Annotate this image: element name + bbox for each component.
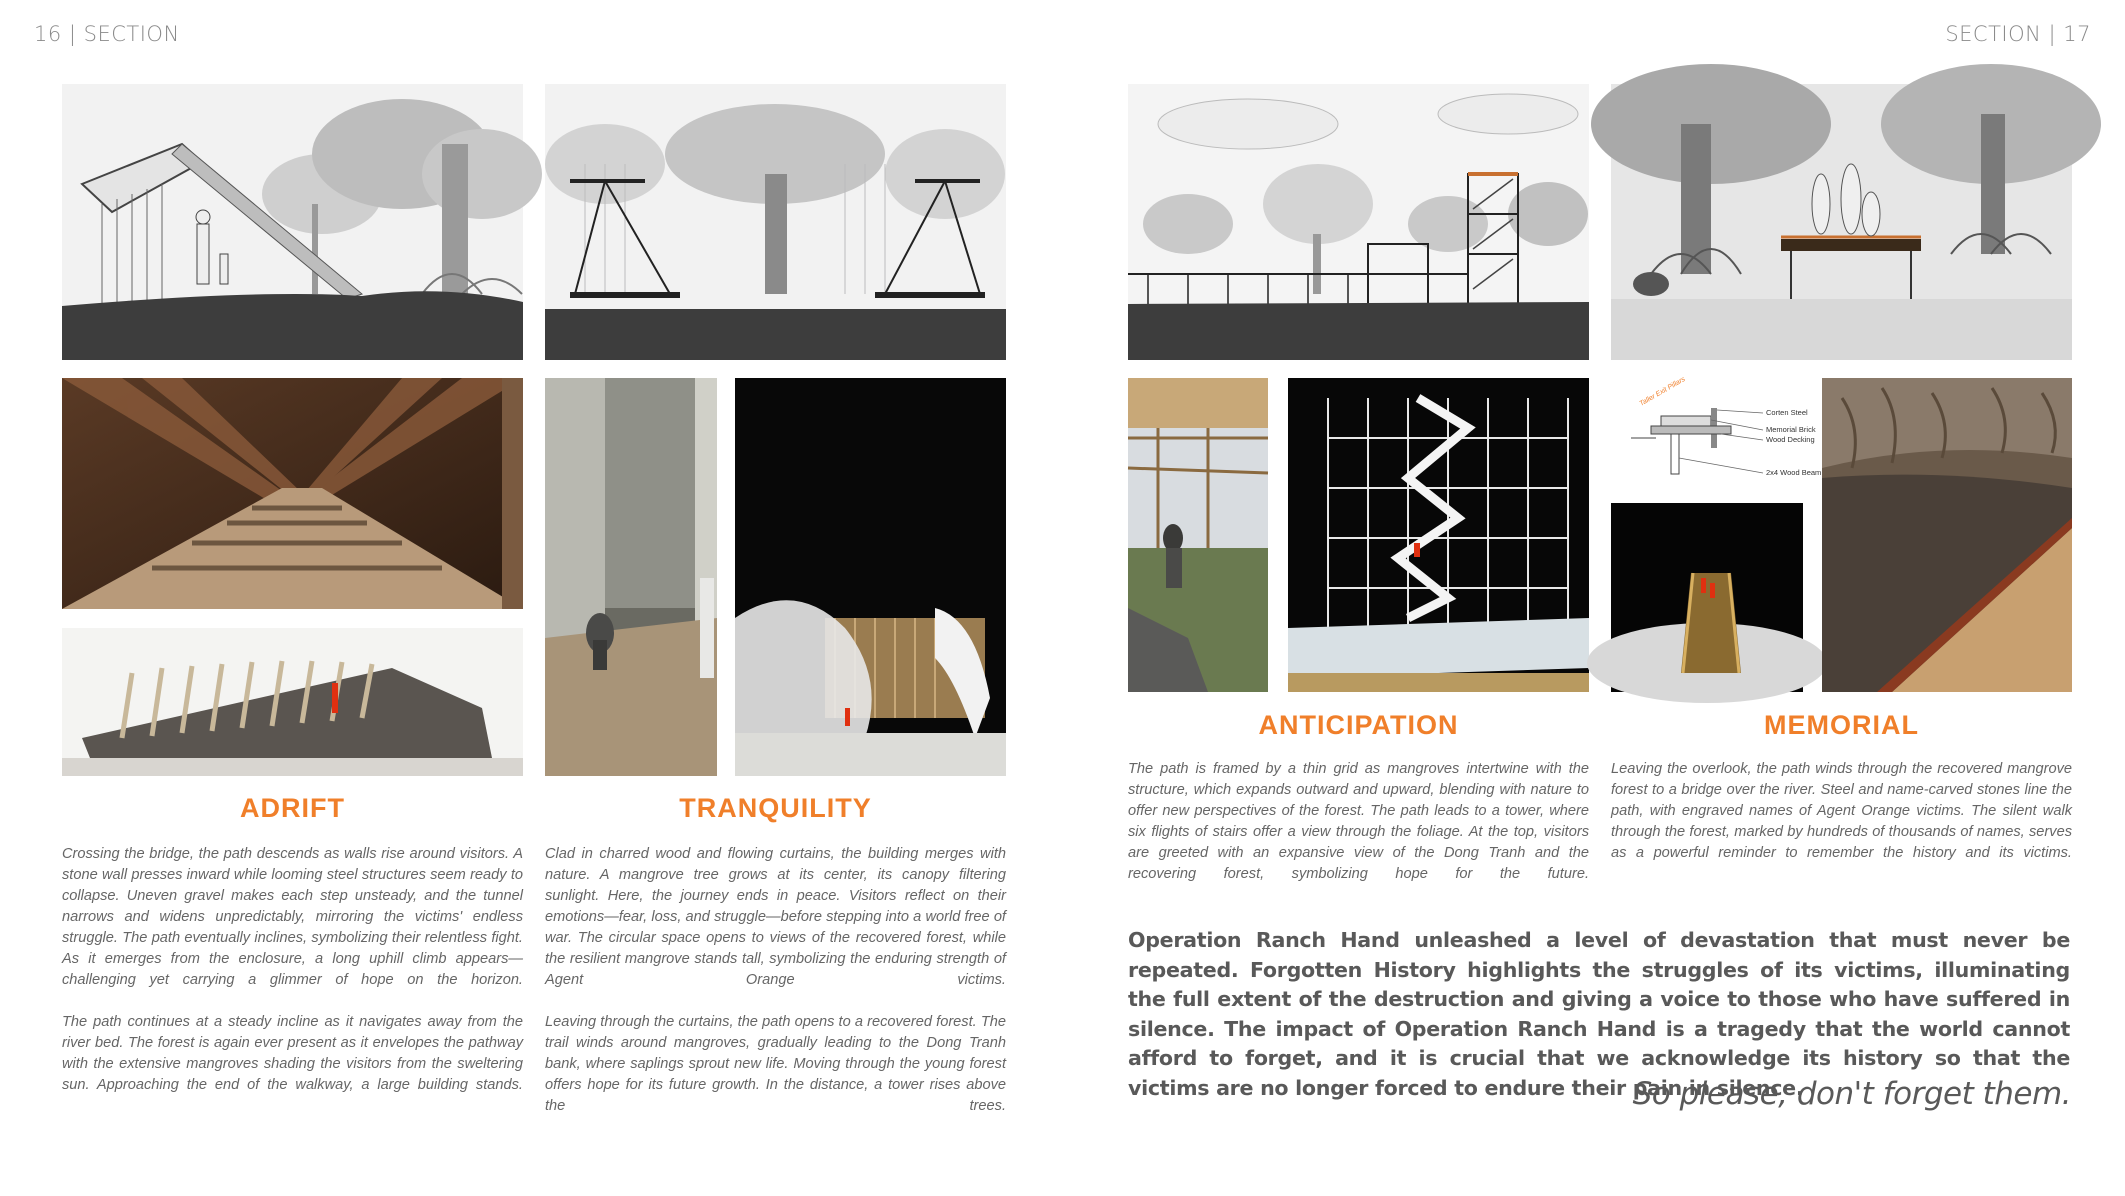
adrift-text bbox=[62, 844, 523, 1117]
memorial-construction-detail bbox=[1611, 375, 1822, 493]
tranquility-text bbox=[545, 844, 1006, 1138]
tranquility-paragraph-1: Clad in charred wood and flowing curtains, the building merges with nature. A mangrove tree grows at its center, its canopy filtering sunlight. Here, the journey ends in peace. Visitors reflect on their emotions—fear, loss, and struggle—before stepping into a world free of war. The circular space opens to views of the recovered forest, while the resilient mangrove stands tall, symbolizing the enduring strength of Agent Orange victims. bbox=[545, 846, 1006, 988]
adrift-title: ADRIFT bbox=[240, 793, 345, 823]
closing-tagline: So please, don't forget them. bbox=[1632, 1076, 2071, 1112]
anticipation-tower-model bbox=[1288, 378, 1589, 692]
page-number-right: SECTION | 17 bbox=[1945, 22, 2091, 46]
closing-statement: Operation Ranch Hand unleashed a level of devastation that must never be repeated. Forgotten History highlights the struggles of its victims, illuminating the full extent of the destruction and giving a voice to those who have suffered in silence. The impact of Operation Ranch Hand is a tragedy that the world cannot afford to forget, and it is crucial that we acknowledge its history so that the victims are no longer forced to endure their pain in silence. bbox=[1128, 928, 2070, 1100]
tranquility-model-photo bbox=[735, 378, 1006, 776]
tranquility-forest-render bbox=[545, 378, 717, 776]
anticipation-text bbox=[1128, 759, 1589, 906]
memorial-path-render bbox=[1822, 378, 2072, 692]
anticipation-section-drawing bbox=[1128, 84, 1589, 360]
adrift-section-drawing bbox=[62, 84, 523, 360]
memorial-paragraph-1: Leaving the overlook, the path winds through the recovered mangrove forest to a bridge over the river. Steel and name-carved stones line the path, with engraved names of Agent Orange victims. The silent walk through the forest, marked by hundreds of thousands of names, serves as a powerful reminder to remember the history and its victims. bbox=[1611, 761, 2072, 861]
detail-label-beam: 2x4 Wood Beam bbox=[1766, 468, 1822, 477]
anticipation-forest-render bbox=[1128, 378, 1268, 692]
memorial-title: MEMORIAL bbox=[1764, 710, 1919, 740]
memorial-text bbox=[1611, 759, 2072, 885]
anticipation-paragraph-1: The path is framed by a thin grid as mangroves intertwine with the structure, which expands outward and upward, blending with nature to offer new perspectives of the forest. The path leads to a tower, where six flights of stairs offer a view through the foliage. At the top, visitors are greeted with an expansive view of the Dong Tranh and the recovering forest, symbolizing hope for the future. bbox=[1128, 761, 1589, 882]
tranquility-title: TRANQUILITY bbox=[679, 793, 872, 823]
detail-label-top: Taller Exit Pillars bbox=[1638, 375, 1687, 408]
adrift-model-photo bbox=[62, 628, 523, 776]
detail-label-corten: Corten Steel bbox=[1766, 408, 1808, 417]
memorial-section-drawing bbox=[1611, 84, 2072, 360]
tranquility-section-drawing bbox=[545, 84, 1006, 360]
adrift-paragraph-2: The path continues at a steady incline as it navigates away from the river bed. The forest is again ever present as it envelopes the pathway with the extensive mangroves shading the visitors from the sweltering sun. Approaching the end of the walkway, a large building stands. bbox=[62, 1014, 523, 1093]
detail-label-brick: Memorial Brick bbox=[1766, 425, 1816, 434]
adrift-paragraph-1: Crossing the bridge, the path descends as walls rise around visitors. A stone wall presses inward while looming steel structures seem ready to collapse. Uneven gravel makes each step unsteady, and the tunnel narrows and widens unpredictably, mirroring the victims' endless struggle. The path eventually inclines, symbolizing their relentless fight. As it emerges from the enclosure, a long uphill climb appears—challenging yet carrying a glimmer of hope on the horizon. bbox=[62, 846, 523, 988]
memorial-bridge-model bbox=[1611, 503, 1803, 692]
tranquility-paragraph-2: Leaving through the curtains, the path opens to a recovered forest. The trail winds around mangroves, gradually leading to the Dong Tranh bank, where saplings sprout new life. Moving through the young forest offers hope for its future growth. In the distance, a tower rises above the trees. bbox=[545, 1014, 1006, 1114]
anticipation-title: ANTICIPATION bbox=[1258, 710, 1459, 740]
adrift-tunnel-render bbox=[62, 378, 523, 609]
detail-label-decking: Wood Decking bbox=[1766, 435, 1815, 444]
page-number-left: 16 | SECTION bbox=[34, 22, 180, 46]
